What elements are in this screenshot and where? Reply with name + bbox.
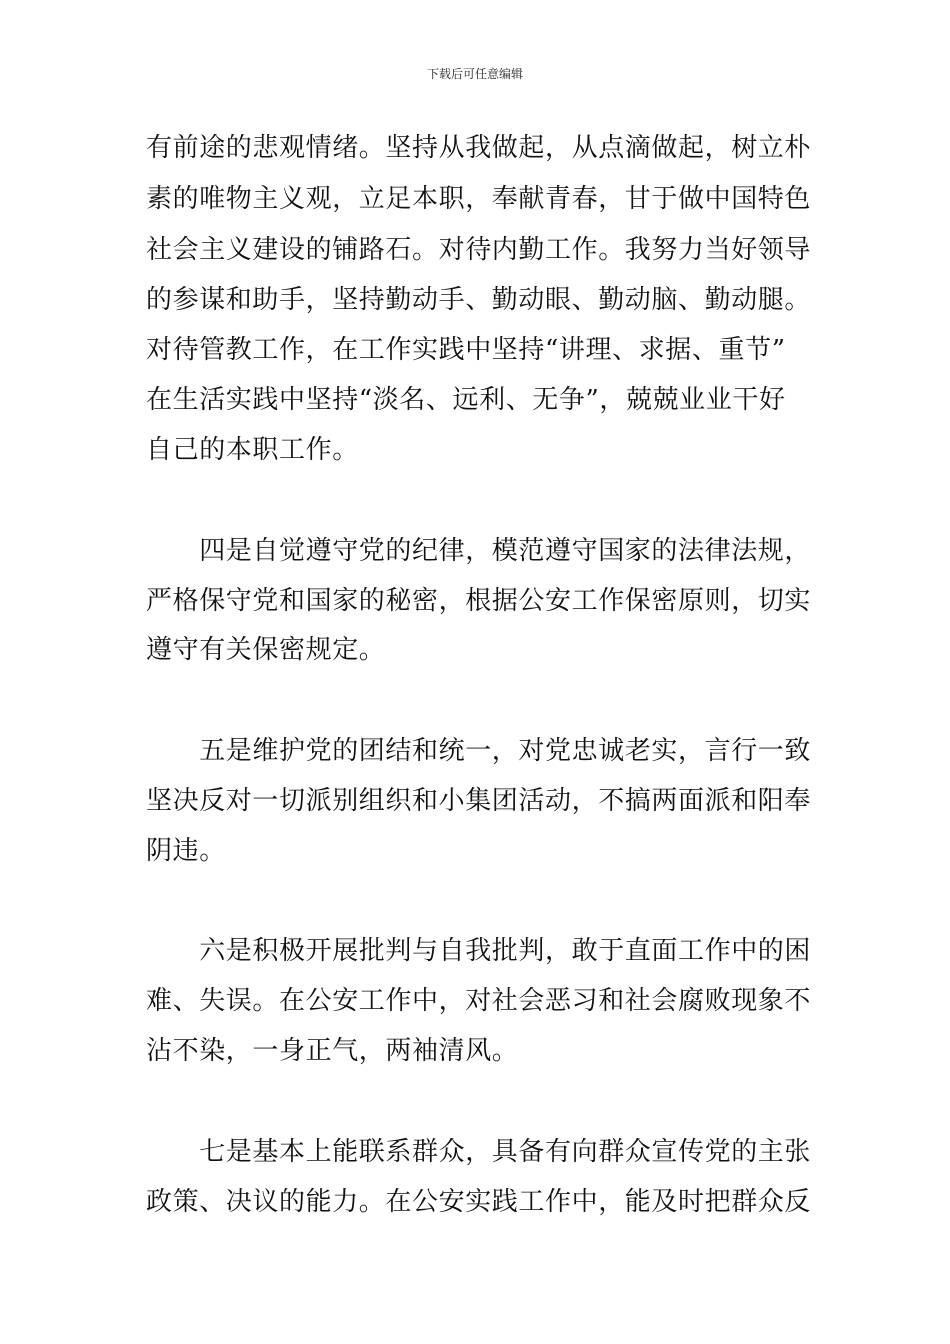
body-line: 阴违。 bbox=[146, 836, 226, 866]
body-line: 坚决反对一切派别组织和小集团活动，不搞两面派和阳奉 bbox=[146, 786, 812, 816]
body-line: 四是自觉遵守党的纪律，模范遵守国家的法律法规， bbox=[146, 536, 812, 566]
body-line: 自己的本职工作。 bbox=[146, 435, 359, 465]
body-line: 严格保守党和国家的秘密，根据公安工作保密原则，切实 bbox=[146, 586, 812, 616]
body-line: 素的唯物主义观，立足本职，奉献青春，甘于做中国特色 bbox=[146, 184, 812, 214]
body-line: 社会主义建设的铺路石。对待内勤工作。我努力当好领导 bbox=[146, 235, 812, 265]
body-line: 五是维护党的团结和统一，对党忠诚老实，言行一致 bbox=[146, 736, 812, 766]
page-header: 下载后可任意编辑 bbox=[426, 67, 523, 81]
body-line: 在生活实践中坚持“淡名、远利、无争”，兢兢业业干好 bbox=[146, 385, 786, 415]
body-line: 难、失误。在公安工作中，对社会恶习和社会腐败现象不 bbox=[146, 986, 812, 1016]
body-line: 六是积极开展批判与自我批判，敢于直面工作中的困 bbox=[146, 936, 812, 966]
body-line: 政策、决议的能力。在公安实践工作中，能及时把群众反 bbox=[146, 1187, 812, 1217]
body-line: 沾不染，一身正气，两袖清风。 bbox=[146, 1036, 519, 1066]
body-line: 的参谋和助手，坚持勤动手、勤动眼、勤动脑、勤动腿。 bbox=[146, 285, 812, 315]
body-line: 对待管教工作，在工作实践中坚持“讲理、求据、重节” bbox=[146, 335, 786, 365]
body-line: 遵守有关保密规定。 bbox=[146, 635, 386, 665]
body-line: 七是基本上能联系群众，具备有向群众宣传党的主张 bbox=[146, 1137, 812, 1167]
body-line: 有前途的悲观情绪。坚持从我做起，从点滴做起，树立朴 bbox=[146, 133, 812, 163]
